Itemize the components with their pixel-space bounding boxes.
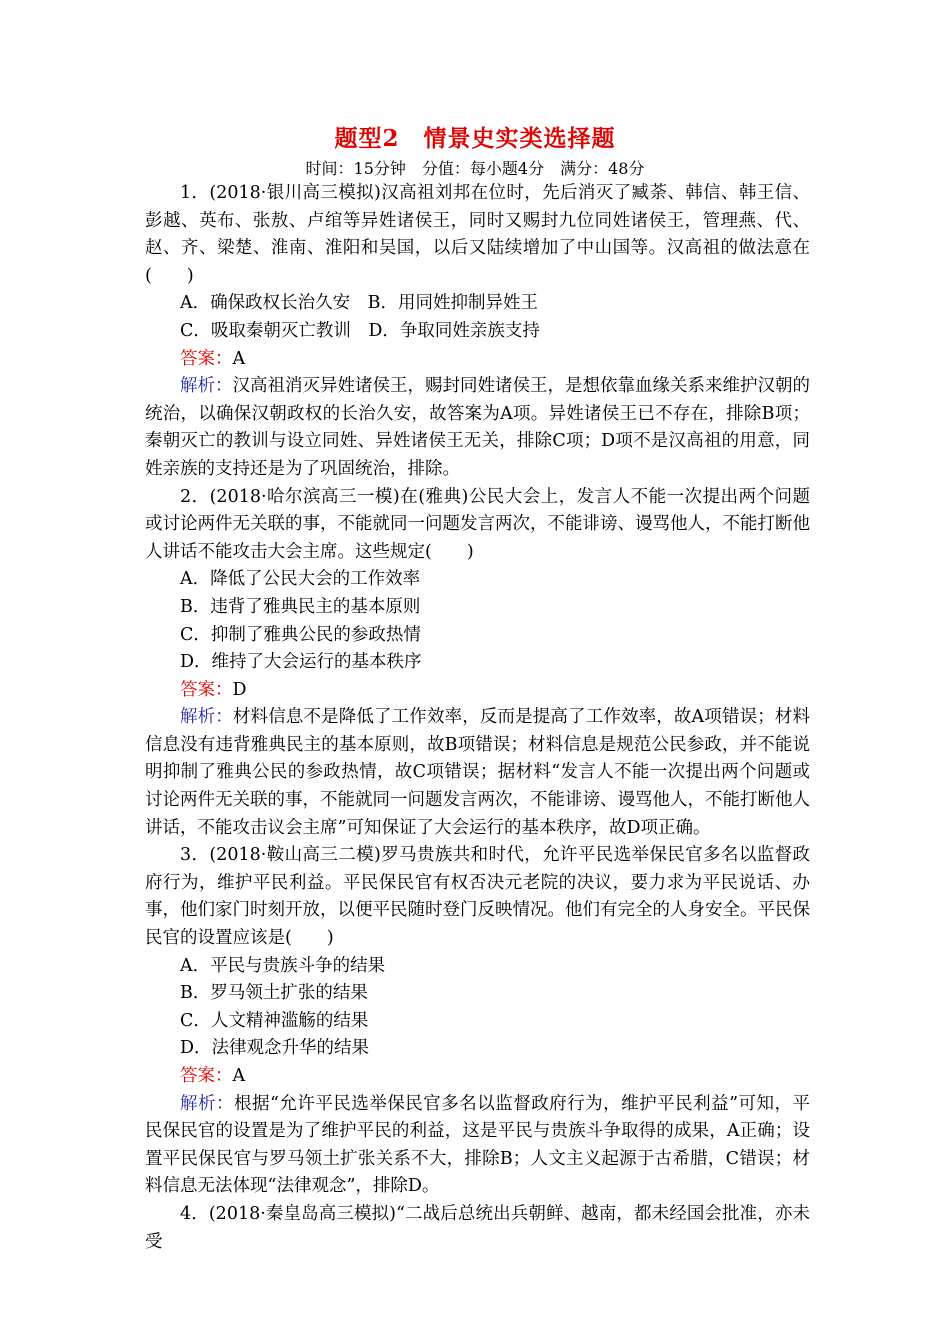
option-a: A．降低了公民大会的工作效率 bbox=[180, 569, 421, 590]
time-score-info: 时间：15分钟 分值：每小题4分 满分：48分 bbox=[305, 159, 645, 178]
option-a: A．平民与贵族斗争的结果 bbox=[180, 955, 386, 976]
option-c: C．人文精神滥觞的结果 bbox=[180, 1010, 369, 1031]
answer-value: A bbox=[232, 348, 246, 369]
option-line: C．吸取秦朝灭亡教训 D．争取同姓亲族支持 bbox=[180, 320, 540, 341]
question-3 bbox=[145, 842, 810, 1201]
answer-label: 答案： bbox=[180, 679, 233, 700]
question-stem: 3．(2018·鞍山高三二模)罗马贵族共和时代，允许平民选举保民官多名以监督政府行为，维护平民利益。平民保民官有权否决元老院的决议，要力求为平民说话、办事，他们家门时刻开放，以便平民随时登门反映情况。他们有完全的人身安全。平民保民官的设置应该是( ) bbox=[145, 845, 810, 949]
question-2 bbox=[145, 484, 810, 843]
answer-label: 答案： bbox=[180, 348, 233, 369]
answer-value: D bbox=[232, 679, 247, 700]
explanation-label: 解析： bbox=[180, 1093, 234, 1114]
question-stem: 2．(2018·哈尔滨高三一模)在(雅典)公民大会上，发言人不能一次提出两个问题或讨论两件无关联的事，不能就同一问题发言两次，不能诽谤、谩骂他人，不能打断他人讲话不能攻击大会主席。这些规定( ) bbox=[145, 486, 810, 562]
option-b: B．违背了雅典民主的基本原则 bbox=[180, 596, 421, 617]
option-d: D．维持了大会运行的基本秩序 bbox=[180, 652, 422, 673]
explanation-label: 解析： bbox=[180, 707, 233, 728]
answer-line bbox=[145, 677, 810, 705]
option-c: C．抑制了雅典公民的参政热情 bbox=[180, 624, 421, 645]
explanation bbox=[145, 373, 810, 483]
question-stem: 1．(2018·银川高三模拟)汉高祖刘邦在位时，先后消灭了臧荼、韩信、韩王信、彭越、英布、张敖、卢绾等异姓诸侯王，同时又赐封九位同姓诸侯王，管理燕、代、赵、齐、梁楚、淮南、淮阳和吴国，以后又陆续增加了中山国等。汉高祖的做法意在( ) bbox=[145, 183, 810, 286]
question-list bbox=[145, 180, 810, 1256]
explanation bbox=[145, 704, 810, 842]
explanation-text: 根据“允许平民选举保民官多名以监督政府行为，维护平民利益”可知，平民保民官的设置是为了维护平民的利益，这是平民与贵族斗争取得的成果，A正确；设置平民保民官与罗马领土扩张关系不大，排除B；人文主义起源于古希腊，C错误；材料信息无法体现“法律观念”，排除D。 bbox=[145, 1093, 810, 1197]
option-b: B．罗马领土扩张的结果 bbox=[180, 983, 368, 1004]
explanation-text: 汉高祖消灭异姓诸侯王，赐封同姓诸侯王，是想依靠血缘关系来维护汉朝的统治，以确保汉朝政权的长治久安，故答案为A项。异姓诸侯王已不存在，排除B项；秦朝灭亡的教训与设立同姓、异姓诸侯王无关，排除C项；D项不是汉高祖的用意，同姓亲族的支持还是为了巩固统治，排除。 bbox=[145, 376, 810, 479]
option-d: D．法律观念升华的结果 bbox=[180, 1038, 370, 1059]
question-4 bbox=[145, 1201, 810, 1256]
question-1 bbox=[145, 180, 810, 484]
explanation-text: 材料信息不是降低了工作效率，反而是提高了工作效率，故A项错误；材料信息没有违背雅典民主的基本原则，故B项错误；材料信息是规范公民参政，并不能说明抑制了雅典公民的参政热情，故C项错误；据材料“发言人不能一次提出两个问题或讨论两件无关联的事，不能就同一问题发言两次，不能诽谤、谩骂他人，不能打断他人讲话，不能攻击议会主席”可知保证了大会运行的基本秩序，故D项正确。 bbox=[145, 707, 811, 838]
explanation bbox=[145, 1091, 810, 1201]
answer-label: 答案： bbox=[180, 1066, 233, 1086]
option-line: A．确保政权长治久安 B．用同姓抑制异姓王 bbox=[180, 293, 538, 314]
question-stem: 4．(2018·秦皇岛高三模拟)“二战后总统出兵朝鲜、越南，都未经国会批准，亦未受 bbox=[145, 1203, 810, 1252]
explanation-label: 解析： bbox=[180, 376, 233, 397]
answer-line bbox=[145, 1063, 810, 1091]
answer-value: A bbox=[232, 1066, 246, 1086]
answer-line bbox=[145, 346, 810, 374]
page-title: 题型2 情景史实类选择题 bbox=[334, 125, 616, 152]
